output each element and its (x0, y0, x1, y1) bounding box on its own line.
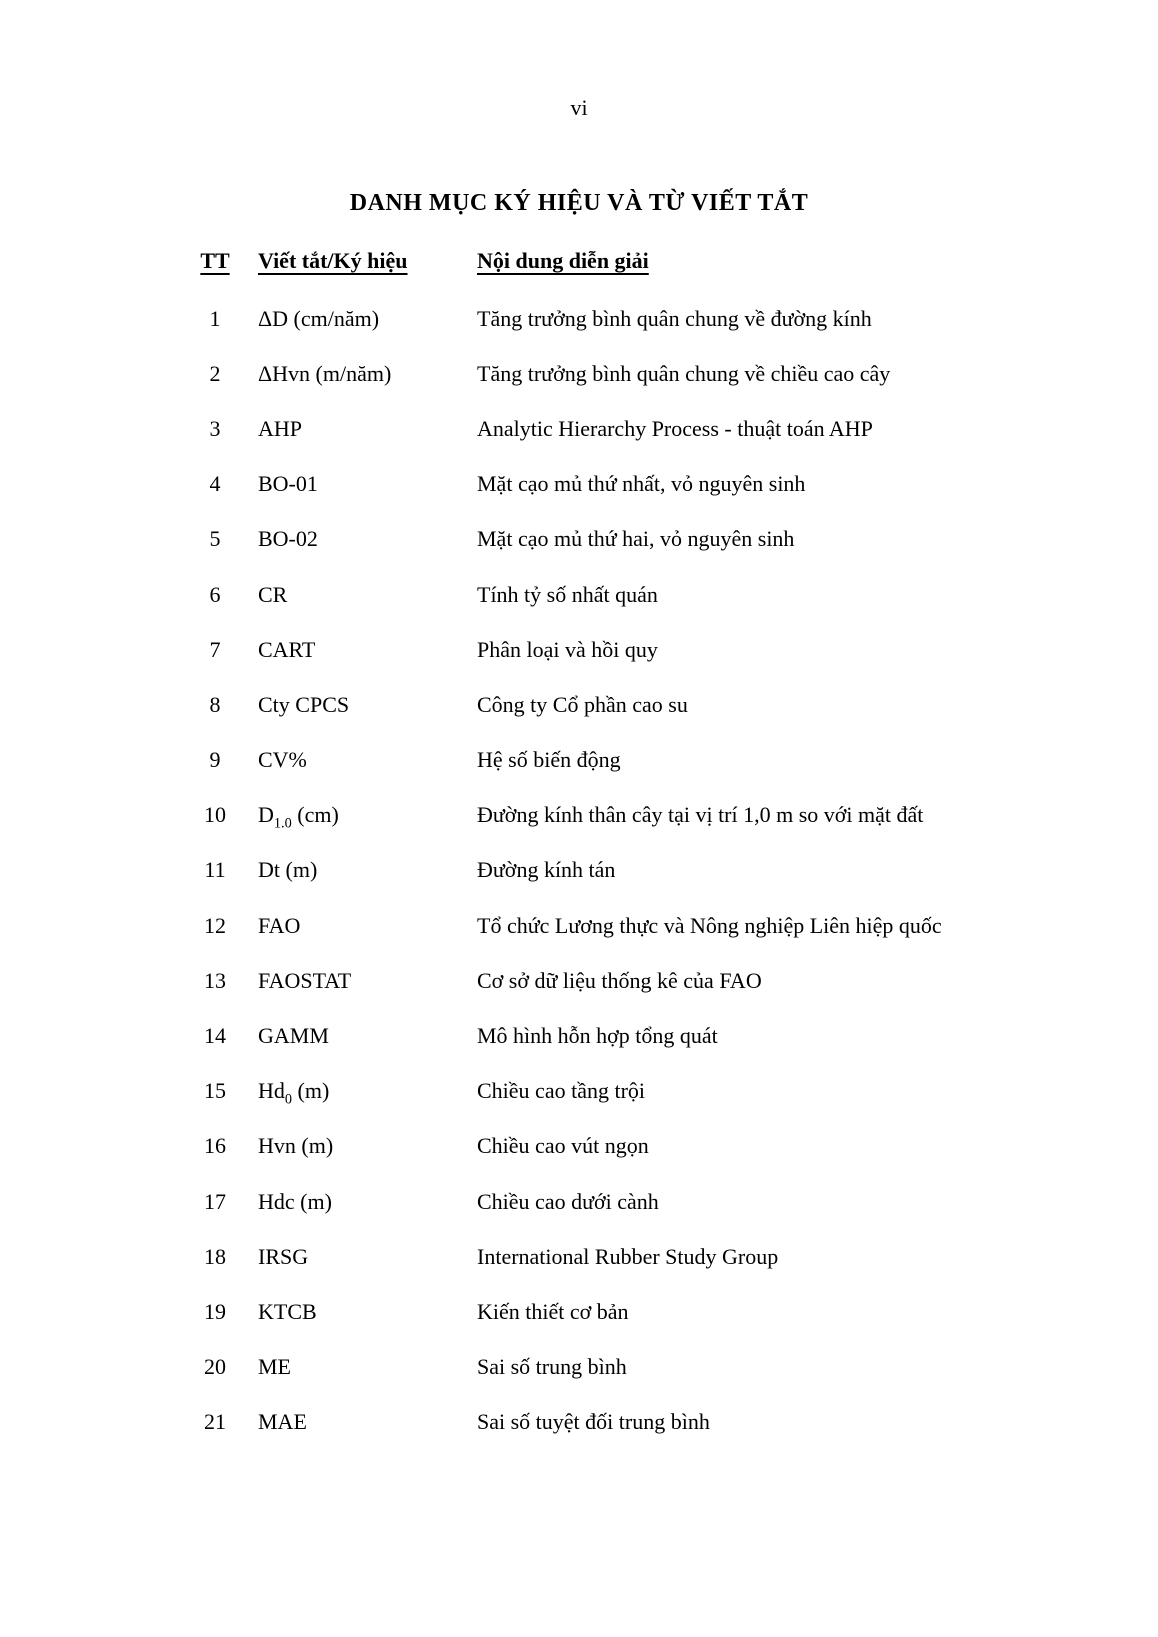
row-abbreviation: Cty CPCS (258, 691, 350, 717)
row-number: 13 (204, 967, 226, 993)
row-abbreviation: KTCB (258, 1298, 317, 1324)
table-row (192, 1284, 1118, 1339)
table-row (192, 457, 1118, 512)
row-abbreviation: Hvn (m) (258, 1133, 334, 1159)
row-description: Tính tỷ số nhất quán (477, 581, 658, 607)
row-abbreviation: FAO (258, 912, 301, 938)
row-description: Sai số tuyệt đối trung bình (477, 1409, 710, 1435)
column-header-abbreviation: Viết tắt/Ký hiệu (258, 248, 408, 273)
row-description: Chiều cao vút ngọn (477, 1133, 649, 1159)
row-description: International Rubber Study Group (477, 1243, 779, 1269)
row-number: 12 (204, 912, 226, 938)
row-description: Cơ sở dữ liệu thống kê của FAO (477, 967, 762, 993)
table-row (192, 567, 1118, 622)
table-row (192, 953, 1118, 1008)
row-description: Tăng trưởng bình quân chung về chiều cao cây (477, 360, 891, 386)
row-number: 2 (209, 360, 221, 386)
row-number: 19 (204, 1298, 226, 1324)
row-abbreviation: ΔHvn (m/năm) (258, 360, 392, 386)
row-abbreviation: $Hd_0$ (m) (258, 1078, 330, 1108)
table-row (192, 291, 1118, 346)
row-description: Sai số trung bình (477, 1354, 627, 1380)
row-number: 15 (204, 1078, 226, 1104)
row-number: 17 (204, 1188, 226, 1214)
row-abbreviation: ΔD (cm/năm) (258, 305, 380, 331)
table-row (192, 512, 1118, 567)
row-description: Chiều cao dưới cành (477, 1188, 659, 1214)
abbreviation-table-body (192, 291, 1118, 1450)
row-description: Công ty Cổ phần cao su (477, 691, 688, 717)
column-header-tt: TT (200, 248, 230, 273)
row-abbreviation: $D_{1.0}$ (cm) (258, 802, 339, 832)
table-row (192, 1229, 1118, 1284)
row-number: 10 (204, 802, 226, 828)
row-description: Analytic Hierarchy Process - thuật toán AHP (477, 415, 873, 441)
page-number: vi (570, 95, 588, 120)
row-abbreviation: CR (258, 581, 288, 607)
abbreviation-table (192, 246, 1118, 1450)
table-row (192, 1119, 1118, 1174)
table-row (192, 788, 1118, 843)
table-row (192, 1340, 1118, 1395)
row-description: Đường kính thân cây tại vị trí 1,0 m so với mặt đất (477, 802, 924, 828)
table-row (192, 622, 1118, 677)
row-number: 1 (209, 305, 221, 331)
row-abbreviation: MAE (258, 1409, 307, 1435)
row-abbreviation: GAMM (258, 1023, 329, 1049)
row-number: 5 (209, 526, 221, 552)
table-row (192, 898, 1118, 953)
row-number: 7 (209, 636, 221, 662)
row-abbreviation: Hdc (m) (258, 1188, 332, 1214)
table-row (192, 401, 1118, 456)
row-abbreviation: Dt (m) (258, 857, 318, 883)
row-description: Tổ chức Lương thực và Nông nghiệp Liên hiệp quốc (477, 912, 942, 938)
row-number: 16 (204, 1133, 226, 1159)
row-abbreviation: FAOSTAT (258, 967, 352, 993)
row-description: Tăng trưởng bình quân chung về đường kính (477, 305, 872, 331)
table-row (192, 1008, 1118, 1063)
row-abbreviation: AHP (258, 415, 303, 441)
table-header-row (192, 246, 1118, 276)
row-number: 11 (204, 857, 226, 883)
table-row (192, 843, 1118, 898)
row-abbreviation: IRSG (258, 1243, 309, 1269)
page-title: DANH MỤC KÝ HIỆU VÀ TỪ VIẾT TẮT (349, 190, 809, 216)
row-number: 20 (204, 1354, 226, 1380)
column-header-description: Nội dung diễn giải (477, 248, 649, 273)
row-number: 9 (209, 747, 221, 773)
row-number: 4 (209, 471, 221, 497)
row-description: Đường kính tán (477, 857, 616, 883)
row-abbreviation: BO-01 (258, 471, 318, 497)
row-description: Hệ số biến động (477, 747, 621, 773)
row-description: Phân loại và hồi quy (477, 636, 658, 662)
row-abbreviation: BO-02 (258, 526, 318, 552)
table-row (192, 1395, 1118, 1450)
table-row (192, 733, 1118, 788)
row-number: 3 (209, 415, 221, 441)
row-description: Chiều cao tầng trội (477, 1078, 646, 1104)
row-number: 18 (204, 1243, 226, 1269)
table-row (192, 1064, 1118, 1119)
row-description: Kiến thiết cơ bản (477, 1298, 629, 1324)
table-row (192, 346, 1118, 401)
row-number: 6 (209, 581, 221, 607)
row-abbreviation: ME (258, 1354, 291, 1380)
row-description: Mô hình hỗn hợp tổng quát (477, 1023, 718, 1049)
row-number: 8 (209, 691, 221, 717)
row-description: Mặt cạo mủ thứ nhất, vỏ nguyên sinh (477, 471, 806, 497)
row-abbreviation: CART (258, 636, 316, 662)
table-row (192, 677, 1118, 732)
row-abbreviation: CV% (258, 747, 307, 773)
table-row (192, 1174, 1118, 1229)
row-number: 21 (204, 1409, 226, 1435)
row-description: Mặt cạo mủ thứ hai, vỏ nguyên sinh (477, 526, 795, 552)
row-number: 14 (204, 1023, 226, 1049)
